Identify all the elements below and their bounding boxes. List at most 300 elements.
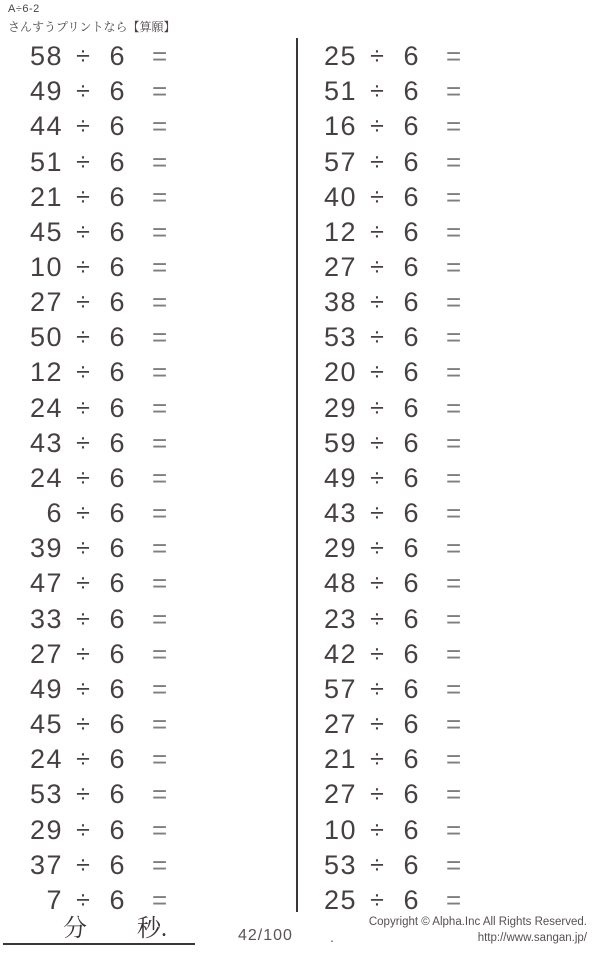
equals-sign: =: [446, 849, 462, 880]
divisor: 6: [109, 603, 125, 634]
divisor: 6: [403, 709, 419, 740]
dividend: 29: [29, 814, 63, 845]
divisor: 6: [403, 146, 419, 177]
problem-row: [300, 742, 596, 777]
divisor: 6: [109, 357, 125, 388]
divisor: 6: [109, 709, 125, 740]
answer-blank: [167, 391, 296, 426]
problem-row: [300, 777, 596, 812]
answer-blank: [461, 812, 596, 847]
dividend: 25: [323, 41, 357, 72]
dividend: 29: [323, 392, 357, 423]
equals-sign: =: [446, 322, 462, 353]
dividend: 57: [323, 146, 357, 177]
division-sign: ÷: [370, 42, 384, 71]
equals-sign: =: [152, 884, 168, 915]
dividend: 57: [323, 673, 357, 704]
problem-row: [300, 461, 596, 496]
dividend: 27: [323, 252, 357, 283]
division-sign: ÷: [370, 217, 384, 246]
problem-row: [0, 848, 296, 883]
answer-blank: [167, 602, 296, 637]
answer-blank: [461, 74, 596, 109]
problem-row: [0, 602, 296, 637]
divisor: 6: [403, 392, 419, 423]
equals-sign: =: [446, 673, 462, 704]
divisor: 6: [403, 884, 419, 915]
problem-row: [0, 461, 296, 496]
equals-sign: =: [446, 357, 462, 388]
problem-row: [0, 812, 296, 847]
equals-sign: =: [446, 709, 462, 740]
division-sign: ÷: [370, 604, 384, 633]
divisor: 6: [109, 638, 125, 669]
equals-sign: =: [446, 498, 462, 529]
division-sign: ÷: [76, 674, 90, 703]
equals-sign: =: [152, 41, 168, 72]
answer-blank: [461, 707, 596, 742]
answer-blank: [167, 355, 296, 390]
division-sign: ÷: [76, 569, 90, 598]
answer-blank: [461, 883, 596, 918]
dividend: 29: [323, 533, 357, 564]
problem-row: [300, 109, 596, 144]
answer-blank: [167, 777, 296, 812]
equals-sign: =: [446, 884, 462, 915]
dividend: 39: [29, 533, 63, 564]
dividend: 49: [29, 673, 63, 704]
problem-row: [300, 707, 596, 742]
problem-row: [300, 144, 596, 179]
divisor: 6: [109, 146, 125, 177]
equals-sign: =: [152, 357, 168, 388]
division-sign: ÷: [370, 358, 384, 387]
dividend: 10: [29, 252, 63, 283]
divisor: 6: [109, 322, 125, 353]
division-sign: ÷: [370, 77, 384, 106]
dividend: 27: [323, 779, 357, 810]
answer-blank: [461, 144, 596, 179]
equals-sign: =: [152, 498, 168, 529]
divisor: 6: [403, 41, 419, 72]
answer-blank: [461, 285, 596, 320]
divisor: 6: [403, 216, 419, 247]
answer-blank: [167, 848, 296, 883]
dividend: 42: [323, 638, 357, 669]
division-sign: ÷: [76, 182, 90, 211]
divisor: 6: [109, 814, 125, 845]
answer-blank: [461, 391, 596, 426]
equals-sign: =: [446, 568, 462, 599]
answer-blank: [461, 637, 596, 672]
equals-sign: =: [152, 76, 168, 107]
divisor: 6: [109, 568, 125, 599]
problem-row: [0, 496, 296, 531]
dividend: 45: [29, 216, 63, 247]
dividend: 53: [323, 849, 357, 880]
equals-sign: =: [152, 462, 168, 493]
divisor: 6: [403, 673, 419, 704]
answer-blank: [167, 637, 296, 672]
problem-row: [300, 496, 596, 531]
dividend: 23: [323, 603, 357, 634]
answer-blank: [461, 426, 596, 461]
answer-blank: [167, 144, 296, 179]
dividend: 27: [323, 709, 357, 740]
division-sign: ÷: [370, 815, 384, 844]
divisor: 6: [109, 498, 125, 529]
dividend: 24: [29, 744, 63, 775]
dividend: 59: [323, 427, 357, 458]
division-sign: ÷: [76, 885, 90, 914]
equals-sign: =: [152, 673, 168, 704]
divisor: 6: [403, 638, 419, 669]
answer-blank: [461, 250, 596, 285]
answer-blank: [167, 812, 296, 847]
division-sign: ÷: [370, 710, 384, 739]
answer-blank: [167, 74, 296, 109]
equals-sign: =: [446, 638, 462, 669]
answer-blank: [461, 672, 596, 707]
equals-sign: =: [152, 252, 168, 283]
problem-row: [0, 707, 296, 742]
equals-sign: =: [446, 216, 462, 247]
dividend: 51: [323, 76, 357, 107]
answer-blank: [461, 742, 596, 777]
answer-blank: [461, 777, 596, 812]
equals-sign: =: [446, 41, 462, 72]
dividend: 21: [29, 181, 63, 212]
division-sign: ÷: [370, 885, 384, 914]
answer-blank: [167, 215, 296, 250]
divisor: 6: [403, 322, 419, 353]
division-sign: ÷: [370, 780, 384, 809]
answer-blank: [461, 531, 596, 566]
divisor: 6: [109, 392, 125, 423]
division-sign: ÷: [76, 358, 90, 387]
dividend: 43: [323, 498, 357, 529]
dividend: 53: [29, 779, 63, 810]
dividend: 49: [29, 76, 63, 107]
division-sign: ÷: [370, 323, 384, 352]
division-sign: ÷: [370, 499, 384, 528]
equals-sign: =: [152, 322, 168, 353]
problem-row: [300, 391, 596, 426]
divisor: 6: [109, 427, 125, 458]
division-sign: ÷: [76, 77, 90, 106]
division-sign: ÷: [370, 182, 384, 211]
problem-row: [300, 355, 596, 390]
problem-row: [0, 391, 296, 426]
problem-row: [300, 566, 596, 601]
division-sign: ÷: [370, 393, 384, 422]
answer-blank: [167, 566, 296, 601]
problem-row: [0, 74, 296, 109]
problem-row: [300, 531, 596, 566]
dividend: 37: [29, 849, 63, 880]
problem-row: [0, 180, 296, 215]
division-sign: ÷: [76, 850, 90, 879]
answer-blank: [461, 566, 596, 601]
problem-row: [300, 180, 596, 215]
division-sign: ÷: [76, 780, 90, 809]
division-sign: ÷: [76, 42, 90, 71]
answer-blank: [167, 109, 296, 144]
problem-row: [0, 637, 296, 672]
dividend: 24: [29, 392, 63, 423]
dividend: 21: [323, 744, 357, 775]
copyright-line1: Copyright © Alpha.Inc All Rights Reserved.: [368, 916, 587, 928]
division-sign: ÷: [76, 288, 90, 317]
problem-row: [0, 531, 296, 566]
problem-row: [0, 109, 296, 144]
answer-blank: [167, 285, 296, 320]
equals-sign: =: [446, 252, 462, 283]
dividend: 49: [323, 462, 357, 493]
equals-sign: =: [446, 814, 462, 845]
division-sign: ÷: [370, 112, 384, 141]
dividend: 27: [29, 287, 63, 318]
page-number: 42/100: [238, 927, 293, 944]
equals-sign: =: [152, 181, 168, 212]
answer-blank: [461, 848, 596, 883]
divisor: 6: [109, 779, 125, 810]
equals-sign: =: [152, 287, 168, 318]
time-entry-line: [3, 909, 195, 945]
answer-blank: [167, 461, 296, 496]
division-sign: ÷: [76, 710, 90, 739]
division-sign: ÷: [76, 745, 90, 774]
divisor: 6: [109, 462, 125, 493]
division-sign: ÷: [370, 463, 384, 492]
dividend: 44: [29, 111, 63, 142]
answer-blank: [167, 39, 296, 74]
divisor: 6: [403, 462, 419, 493]
equals-sign: =: [152, 779, 168, 810]
dividend: 38: [323, 287, 357, 318]
equals-sign: =: [152, 603, 168, 634]
divisor: 6: [109, 111, 125, 142]
answer-blank: [167, 180, 296, 215]
division-sign: ÷: [370, 428, 384, 457]
problem-row: [300, 250, 596, 285]
worksheet-subtitle: さんすうプリントなら【算願】: [8, 20, 176, 34]
division-sign: ÷: [370, 569, 384, 598]
page-dot: .: [330, 929, 334, 945]
dividend: 6: [46, 498, 63, 529]
divisor: 6: [109, 41, 125, 72]
dividend: 45: [29, 709, 63, 740]
divisor: 6: [109, 673, 125, 704]
divisor: 6: [109, 216, 125, 247]
answer-blank: [461, 496, 596, 531]
dividend: 48: [323, 568, 357, 599]
equals-sign: =: [446, 462, 462, 493]
dividend: 12: [323, 216, 357, 247]
divisor: 6: [109, 533, 125, 564]
worksheet-code: A÷6-2: [8, 3, 40, 15]
divisor: 6: [109, 849, 125, 880]
problem-row: [0, 250, 296, 285]
problem-row: [0, 426, 296, 461]
equals-sign: =: [446, 603, 462, 634]
problem-row: [0, 320, 296, 355]
dividend: 43: [29, 427, 63, 458]
problem-row: [300, 812, 596, 847]
problem-row: [300, 883, 596, 918]
division-sign: ÷: [370, 674, 384, 703]
dividend: 47: [29, 568, 63, 599]
divisor: 6: [109, 884, 125, 915]
answer-blank: [167, 320, 296, 355]
division-sign: ÷: [76, 604, 90, 633]
division-sign: ÷: [76, 428, 90, 457]
divisor: 6: [109, 252, 125, 283]
answer-blank: [461, 39, 596, 74]
problem-row: [300, 320, 596, 355]
division-sign: ÷: [76, 499, 90, 528]
answer-blank: [167, 742, 296, 777]
divisor: 6: [403, 779, 419, 810]
division-sign: ÷: [76, 463, 90, 492]
problem-row: [0, 566, 296, 601]
equals-sign: =: [152, 849, 168, 880]
dividend: 40: [323, 181, 357, 212]
division-sign: ÷: [76, 112, 90, 141]
divisor: 6: [403, 76, 419, 107]
divisor: 6: [403, 849, 419, 880]
copyright-url: http://www.sangan.jp/: [477, 931, 587, 944]
dividend: 53: [323, 322, 357, 353]
equals-sign: =: [446, 111, 462, 142]
problem-row: [300, 637, 596, 672]
answer-blank: [167, 250, 296, 285]
seconds-label: 秒.: [137, 916, 167, 942]
divisor: 6: [403, 287, 419, 318]
answer-blank: [167, 426, 296, 461]
division-sign: ÷: [370, 639, 384, 668]
answer-blank: [461, 215, 596, 250]
divisor: 6: [403, 603, 419, 634]
divisor: 6: [403, 252, 419, 283]
equals-sign: =: [152, 709, 168, 740]
divisor: 6: [403, 533, 419, 564]
dividend: 27: [29, 638, 63, 669]
answer-blank: [461, 109, 596, 144]
division-sign: ÷: [76, 815, 90, 844]
problem-row: [300, 74, 596, 109]
equals-sign: =: [152, 533, 168, 564]
problem-row: [300, 285, 596, 320]
divisor: 6: [109, 181, 125, 212]
answer-blank: [461, 461, 596, 496]
division-sign: ÷: [76, 147, 90, 176]
division-sign: ÷: [370, 147, 384, 176]
equals-sign: =: [446, 427, 462, 458]
dividend: 58: [29, 41, 63, 72]
divisor: 6: [403, 427, 419, 458]
division-sign: ÷: [370, 745, 384, 774]
equals-sign: =: [152, 216, 168, 247]
dividend: 16: [323, 111, 357, 142]
division-sign: ÷: [76, 639, 90, 668]
minutes-label: 分: [63, 916, 87, 942]
problem-row: [0, 215, 296, 250]
problem-row: [0, 742, 296, 777]
problem-row: [300, 672, 596, 707]
division-sign: ÷: [370, 850, 384, 879]
divisor: 6: [403, 568, 419, 599]
equals-sign: =: [446, 392, 462, 423]
equals-sign: =: [446, 146, 462, 177]
problem-row: [300, 848, 596, 883]
divisor: 6: [403, 357, 419, 388]
division-sign: ÷: [76, 217, 90, 246]
answer-blank: [167, 707, 296, 742]
equals-sign: =: [446, 533, 462, 564]
answer-blank: [167, 531, 296, 566]
problem-row: [300, 602, 596, 637]
division-sign: ÷: [76, 323, 90, 352]
dividend: 33: [29, 603, 63, 634]
problem-row: [0, 39, 296, 74]
equals-sign: =: [446, 287, 462, 318]
divisor: 6: [109, 287, 125, 318]
problem-column-left: [0, 39, 296, 918]
answer-blank: [461, 602, 596, 637]
problem-row: [0, 285, 296, 320]
division-sign: ÷: [76, 253, 90, 282]
answer-blank: [167, 496, 296, 531]
division-sign: ÷: [370, 534, 384, 563]
dividend: 51: [29, 146, 63, 177]
dividend: 7: [46, 884, 63, 915]
equals-sign: =: [152, 111, 168, 142]
dividend: 20: [323, 357, 357, 388]
equals-sign: =: [446, 181, 462, 212]
equals-sign: =: [446, 779, 462, 810]
problem-row: [0, 144, 296, 179]
divisor: 6: [109, 744, 125, 775]
equals-sign: =: [152, 427, 168, 458]
answer-blank: [461, 320, 596, 355]
equals-sign: =: [152, 392, 168, 423]
answer-blank: [167, 672, 296, 707]
divisor: 6: [403, 181, 419, 212]
dividend: 25: [323, 884, 357, 915]
divisor: 6: [403, 744, 419, 775]
divisor: 6: [403, 111, 419, 142]
dividend: 10: [323, 814, 357, 845]
equals-sign: =: [152, 638, 168, 669]
equals-sign: =: [152, 814, 168, 845]
division-sign: ÷: [76, 534, 90, 563]
column-divider-line: [296, 38, 298, 912]
dividend: 24: [29, 462, 63, 493]
divisor: 6: [403, 814, 419, 845]
problem-row: [300, 426, 596, 461]
equals-sign: =: [152, 568, 168, 599]
equals-sign: =: [446, 744, 462, 775]
divisor: 6: [403, 498, 419, 529]
problem-column-right: [300, 39, 596, 918]
copyright-notice: [369, 915, 587, 946]
problem-row: [0, 672, 296, 707]
equals-sign: =: [446, 76, 462, 107]
division-sign: ÷: [370, 288, 384, 317]
problem-row: [300, 215, 596, 250]
problem-row: [300, 39, 596, 74]
